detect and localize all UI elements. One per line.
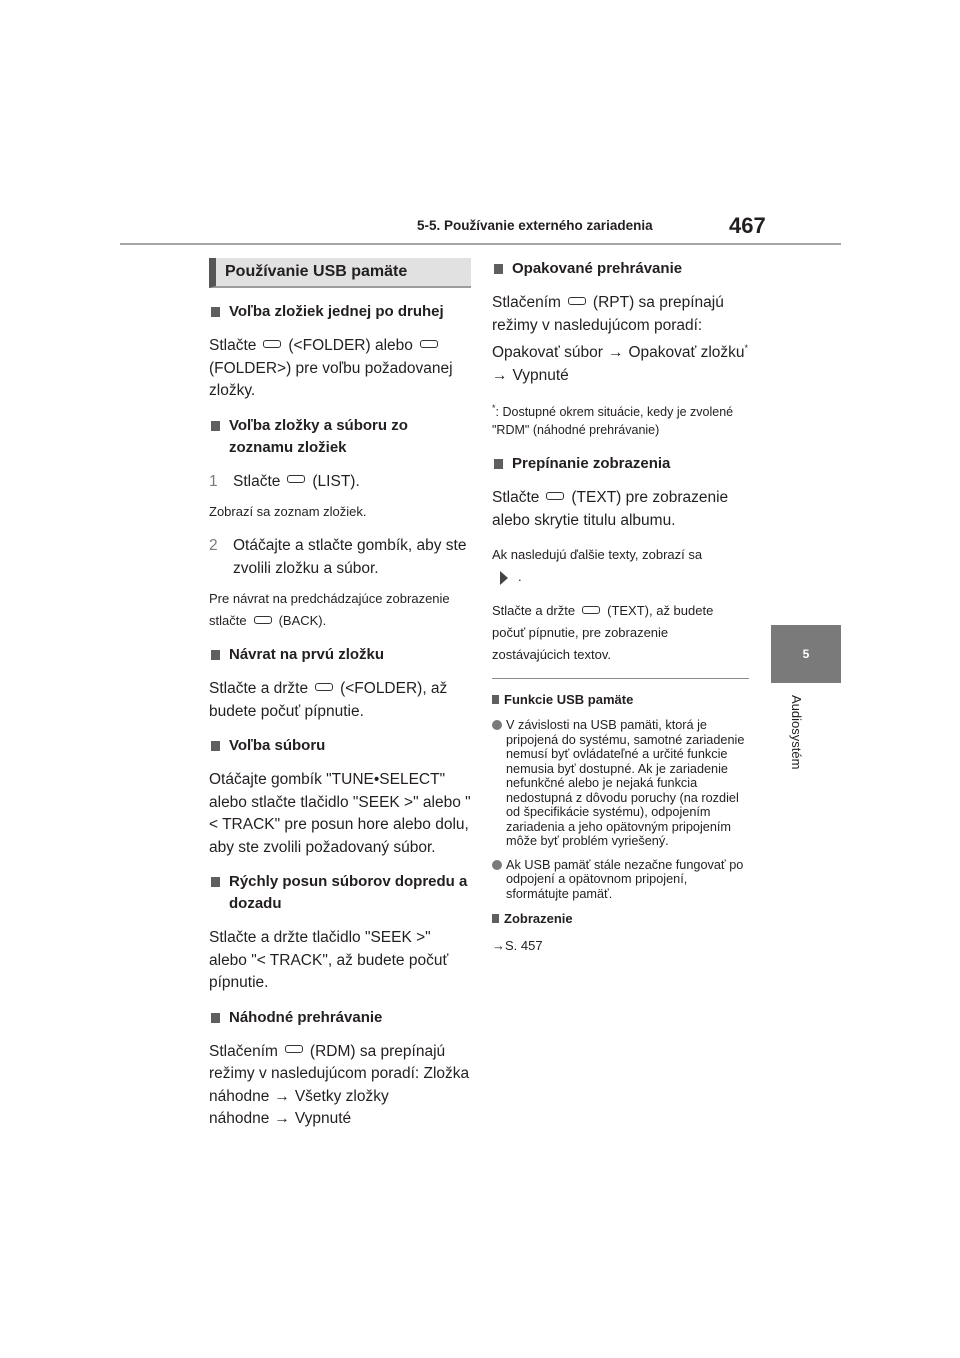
button-icon xyxy=(287,475,305,483)
paragraph-random xyxy=(209,1041,471,1131)
section-title: Používanie USB pamäte xyxy=(209,258,471,288)
heading-display-switch: Prepínanie zobrazenia xyxy=(492,453,749,475)
arrow-indicator-icon xyxy=(500,571,508,585)
text: (TEXT) pre zobrazenie alebo skrytie titulu albumu. xyxy=(492,489,729,529)
bullet-icon xyxy=(492,720,502,730)
step-number: 2 xyxy=(209,537,218,554)
text: (<FOLDER), až budete počuť pípnutie. xyxy=(209,680,448,720)
text: (<FOLDER) alebo xyxy=(288,337,413,354)
button-icon xyxy=(315,683,333,691)
arrow-icon: → xyxy=(492,366,508,384)
footnote-marker: * xyxy=(492,403,496,414)
heading-random: Náhodné prehrávanie xyxy=(209,1007,471,1029)
page-reference-link[interactable]: →S. 457 xyxy=(492,938,543,954)
step-2-note xyxy=(209,588,471,632)
text: (LIST). xyxy=(312,472,360,490)
text: Všetky zložky náhodne xyxy=(209,1087,389,1127)
text: Stlačte a držte xyxy=(492,603,576,619)
button-icon xyxy=(254,616,272,624)
text: (RPT) sa prepínajú režimy v nasledujúcom poradí: Opakovať súbor xyxy=(492,294,724,362)
left-column xyxy=(209,258,471,1143)
text: Otáčajte a stlačte gombík, aby ste zvolili zložku a súbor. xyxy=(233,537,467,577)
arrow-icon: → xyxy=(274,1087,290,1105)
text: Vypnuté xyxy=(294,1110,352,1127)
text: (TEXT), až budete počuť pípnutie, pre zobrazenie zostávajúcich textov. xyxy=(492,603,714,663)
button-icon xyxy=(568,297,586,305)
text: (FOLDER>) pre voľbu požadovanej zložky. xyxy=(209,359,453,399)
text: Stlačte xyxy=(233,472,281,490)
text: (RDM) sa prepínajú režimy v nasledujúcom poradí: Zložka náhodne xyxy=(209,1042,470,1105)
info-bullet-1 xyxy=(492,718,749,849)
paragraph-more-text xyxy=(492,544,749,588)
heading-file-select: Voľba súboru xyxy=(209,735,471,757)
right-column xyxy=(492,258,749,955)
text: Vypnuté xyxy=(512,366,569,384)
chapter-number: 5 xyxy=(802,647,810,661)
button-icon xyxy=(546,492,564,500)
arrow-icon: → xyxy=(274,1110,290,1127)
button-icon xyxy=(420,340,438,348)
text: . xyxy=(518,569,522,585)
text: Stlačte xyxy=(209,337,257,354)
button-icon xyxy=(285,1045,303,1053)
text: (BACK). xyxy=(278,613,327,628)
paragraph-repeat xyxy=(492,292,749,387)
heading-first-folder: Návrat na prvú zložku xyxy=(209,644,471,666)
paragraph-folder-select xyxy=(209,335,471,403)
text: Opakovať zložku xyxy=(628,344,745,362)
footnote xyxy=(492,399,749,439)
text: Stlačte xyxy=(492,489,540,507)
text: Stlačením xyxy=(492,294,561,311)
text: : Dostupné okrem situácie, kedy je zvolené "RDM" (náhodné prehrávanie) xyxy=(492,405,734,438)
heading-folder-select: Voľba zložiek jednej po druhej xyxy=(209,301,471,323)
heading-folder-list: Voľba zložky a súboru zo zoznamu zložiek xyxy=(209,415,471,459)
text: Ak nasledujú ďalšie texty, zobrazí sa xyxy=(492,547,703,563)
info-heading-display: Zobrazenie xyxy=(492,910,749,928)
bullet-icon xyxy=(492,860,502,870)
text: Pre návrat na predchádzajúce zobrazenie stlačte xyxy=(209,591,450,628)
step-number: 1 xyxy=(209,472,218,490)
arrow-icon: → xyxy=(607,344,624,362)
chapter-tab xyxy=(771,625,841,683)
paragraph-fast-forward: Stlačte a držte tlačidlo "SEEK >" alebo "< TRACK", až budete počuť pípnutie. xyxy=(209,929,449,991)
paragraph-file-select: Otáčajte gombík "TUNE•SELECT" alebo stlačte tlačidlo "SEEK >" alebo "< TRACK" pre posun hore alebo dolu, aby ste zvolili požadovaný súbor. xyxy=(209,771,471,856)
header-rule xyxy=(120,243,841,245)
heading-repeat: Opakované prehrávanie xyxy=(492,258,749,280)
heading-fast-forward: Rýchly posun súborov dopredu a dozadu xyxy=(209,871,471,915)
step-1 xyxy=(209,471,471,494)
step-1-note: Zobrazí sa zoznam zložiek. xyxy=(209,504,367,519)
text: Stlačte a držte xyxy=(209,680,309,697)
button-icon xyxy=(263,340,281,348)
paragraph-first-folder xyxy=(209,678,471,723)
header-section-title: 5-5. Používanie externého zariadenia xyxy=(417,218,653,233)
info-heading-usb: Funkcie USB pamäte xyxy=(492,691,749,709)
info-bullet-2 xyxy=(492,858,749,902)
step-2 xyxy=(209,535,471,580)
page-number: 467 xyxy=(729,213,766,238)
text: Ak USB pamäť stále nezačne fungovať po odpojení a opätovnom pripojení, sformátujte pamäť. xyxy=(506,857,744,901)
text: Stlačením xyxy=(209,1042,278,1060)
paragraph-display-switch xyxy=(492,487,749,532)
info-rule xyxy=(492,678,749,679)
footnote-marker: * xyxy=(744,343,749,353)
chapter-title: Audiosystém xyxy=(789,695,804,770)
paragraph-remaining-text xyxy=(492,600,749,666)
text: V závislosti na USB pamäti, ktorá je pripojená do systému, samotné zariadenie nemusí byť ovládateľné a určité funkcie nemusia byť dostupné. Ak je zariadenie nefunkčné alebo je nejaká funkcia nedostupná z dôvodu poruchy (na rozdiel od špecifikácie systému), odpojením zariadenia a jeho opätovným pripojením môže byť problém vyriešený. xyxy=(506,718,745,849)
button-icon xyxy=(582,606,600,614)
